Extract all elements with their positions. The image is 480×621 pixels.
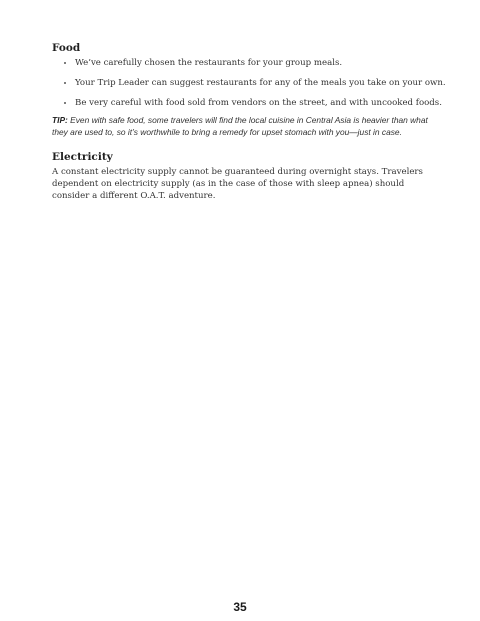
electricity-heading: Electricity bbox=[52, 151, 113, 163]
bullet-text: We’ve carefully chosen the restaurants for your group meals. bbox=[75, 58, 343, 68]
tip-label: TIP: bbox=[52, 115, 68, 125]
electricity-paragraph: A constant electricity supply cannot be guaranteed during overnight stays. Travelers dependent on electricity supply (as in the case of those with sleep apnea) should consider a different O.A.T. adventure. bbox=[52, 167, 423, 202]
food-bullet-list bbox=[64, 58, 446, 109]
bullet-icon bbox=[64, 62, 66, 64]
page-number: 35 bbox=[233, 600, 247, 614]
list-item bbox=[64, 58, 446, 69]
bullet-icon bbox=[64, 102, 66, 104]
food-heading: Food bbox=[52, 42, 81, 54]
tip-note bbox=[52, 114, 432, 138]
bullet-text: Be very careful with food sold from vendors on the street, and with uncooked foods. bbox=[75, 98, 442, 108]
tip-text: Even with safe food, some travelers will find the local cuisine in Central Asia is heavier than what they are used to, so it’s worthwhile to bring a remedy for upset stomach with you—just in case. bbox=[52, 115, 428, 137]
bullet-text: Your Trip Leader can suggest restaurants for any of the meals you take on your own. bbox=[75, 78, 446, 88]
bullet-icon bbox=[64, 82, 66, 84]
list-item bbox=[64, 78, 446, 89]
list-item bbox=[64, 98, 446, 109]
